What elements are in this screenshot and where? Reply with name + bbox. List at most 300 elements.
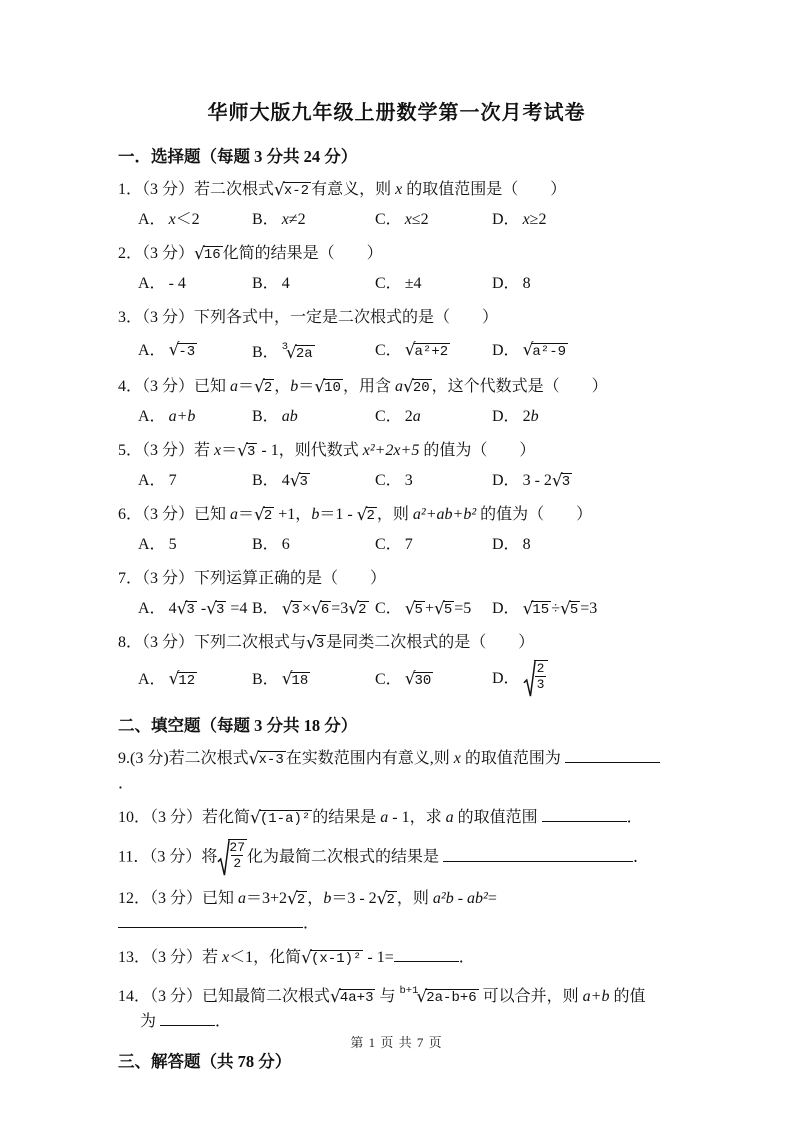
- radicand: 4a+3: [339, 990, 374, 1006]
- sqrt-radical: [177, 600, 197, 617]
- fraction: [229, 840, 245, 871]
- text-run: ，用含: [342, 378, 395, 395]
- sqrt-radical: [169, 671, 198, 688]
- text-run: 10．（3 分）若化简: [118, 809, 251, 826]
- radical-sign-icon: √: [206, 598, 217, 619]
- radical-sign-icon: √: [194, 243, 205, 264]
- denominator: 3: [536, 677, 545, 692]
- option-label: D．: [492, 275, 520, 292]
- answer-blank: [118, 912, 303, 928]
- option: [138, 271, 252, 296]
- numerator: 2: [536, 661, 545, 676]
- option: [252, 667, 375, 692]
- option: [492, 338, 675, 363]
- math-variable: x: [522, 211, 530, 228]
- option-label: A．: [138, 275, 166, 292]
- option-label: B．: [252, 344, 279, 361]
- sqrt-radical: [237, 442, 257, 459]
- radicand: 2: [263, 508, 273, 524]
- math-variable: b: [311, 506, 320, 523]
- options-row: [118, 468, 675, 493]
- option-label: B．: [252, 408, 279, 425]
- math-variable: b: [290, 378, 299, 395]
- radical-sign-icon: √: [306, 632, 317, 653]
- option-label: C．: [375, 211, 402, 228]
- section-heading: 三、解答题（共 78 分）: [118, 1052, 292, 1071]
- radicand: 15: [532, 602, 550, 618]
- text-run: 3: [404, 472, 413, 489]
- option: [375, 468, 492, 493]
- math-variable: x: [453, 750, 461, 767]
- radical-sign-icon: √: [416, 986, 428, 1007]
- text-run: ±4: [404, 275, 422, 292]
- option-label: B．: [252, 472, 279, 489]
- radicand: x-2: [283, 183, 310, 199]
- text-run: 5．（3 分）若: [118, 442, 215, 459]
- root-index: b+1: [399, 985, 419, 997]
- answer-blank: [565, 747, 660, 763]
- text-run: 8: [522, 536, 531, 553]
- option: [492, 271, 675, 296]
- radicand: 6: [320, 602, 330, 618]
- option-label: D．: [492, 472, 520, 489]
- radical-sign-icon: √: [248, 748, 260, 769]
- radicand: [534, 660, 549, 692]
- question-stem: [118, 438, 675, 463]
- text-run: 13．（3 分）若: [118, 949, 223, 966]
- radical-sign-icon: √: [281, 598, 293, 619]
- math-variable: a²b - ab²: [432, 890, 488, 907]
- text-run: ，: [307, 890, 324, 907]
- radical-sign-icon: √: [168, 669, 180, 689]
- denominator: 2: [233, 856, 242, 871]
- exam-content: [118, 143, 675, 1072]
- option: [492, 660, 675, 698]
- math-variable: x²+2x+5: [362, 442, 420, 459]
- text-run: 14．（3 分）已知最简二次根式: [118, 988, 331, 1005]
- radical-sign-icon: √: [281, 669, 293, 689]
- option: [138, 532, 252, 557]
- math-variable: x: [404, 211, 412, 228]
- option: [138, 207, 252, 232]
- text-run: 3．（3 分）下列各式中，一定是二次根式的是（ ）: [118, 309, 499, 326]
- text-run: - 1，求: [388, 809, 446, 826]
- question-stem: [118, 177, 675, 202]
- math-variable: b: [323, 890, 332, 907]
- option-label: D．: [492, 669, 520, 687]
- sqrt-radical: [357, 506, 377, 523]
- radical-sign-icon: √: [289, 470, 301, 491]
- radical-sign-icon: √: [301, 947, 312, 968]
- text-run: 2: [522, 408, 531, 425]
- math-variable: a: [412, 408, 421, 425]
- question: [118, 805, 675, 830]
- options-row: [118, 596, 675, 621]
- option-label: D．: [492, 341, 520, 359]
- text-run: ≥2: [529, 211, 547, 228]
- sqrt-radical: [254, 506, 274, 523]
- text-run: 化为最简二次根式的结果是: [247, 848, 444, 866]
- radical-sign-icon: √: [310, 598, 322, 619]
- sqrt-radical: [314, 378, 343, 395]
- text-run: ，: [274, 378, 291, 395]
- radical-sign-icon: √: [287, 888, 298, 909]
- text-run: 3 - 2: [522, 472, 552, 489]
- question: [118, 746, 675, 796]
- option: [492, 596, 675, 621]
- option: [492, 404, 675, 429]
- radicand: 16: [203, 247, 221, 263]
- sqrt-radical: [282, 600, 302, 617]
- page-title: 华师大版九年级上册数学第一次月考试卷: [207, 102, 586, 124]
- text-run: ＜2: [175, 211, 200, 228]
- text-run: ≤2: [411, 211, 429, 228]
- text-run: 的取值范围是（ ）: [402, 181, 567, 198]
- question-stem: [118, 945, 675, 970]
- answer-blank: [160, 1010, 215, 1026]
- option: [375, 404, 492, 429]
- radical-sign-icon: √: [348, 598, 360, 619]
- math-variable: x: [214, 442, 222, 459]
- text-run: =3: [580, 600, 598, 617]
- option-label: C．: [375, 341, 402, 359]
- math-variable: x: [168, 211, 176, 228]
- math-variable: x: [222, 949, 230, 966]
- text-run: ．: [118, 775, 135, 792]
- option-label: A．: [138, 408, 166, 425]
- text-run: 在实数范围内有意义,则: [285, 750, 454, 767]
- sqrt-radical: [523, 342, 568, 359]
- radicand: 3: [186, 602, 195, 618]
- radicand: 2: [296, 892, 306, 908]
- sqrt-radical: [552, 472, 572, 489]
- text-run: ×: [301, 600, 311, 617]
- math-variable: a: [230, 506, 239, 523]
- options-row: [118, 335, 675, 365]
- option: [375, 596, 492, 621]
- sqrt-radical: [254, 378, 274, 395]
- radicand: 3: [315, 636, 325, 652]
- question-stem: [118, 566, 675, 591]
- math-variable: a: [238, 890, 247, 907]
- question: [118, 839, 675, 877]
- sqrt-radical: [405, 600, 425, 617]
- sqrt-radical: [169, 342, 198, 359]
- option: [375, 207, 492, 232]
- sqrt-radical: [405, 342, 450, 359]
- option: [492, 207, 675, 232]
- text-run: =: [487, 890, 497, 907]
- math-variable: x: [281, 211, 289, 228]
- text-run: ＝: [298, 378, 315, 395]
- answer-blank: [443, 846, 633, 862]
- radicand: 3: [291, 602, 300, 618]
- root-index: 3: [281, 341, 288, 353]
- math-variable: b: [530, 408, 539, 425]
- question-stem: [118, 241, 675, 266]
- answer-blank: [394, 946, 459, 962]
- radicand: 3: [246, 444, 256, 460]
- sqrt-radical: [274, 181, 311, 198]
- text-run: 4: [281, 275, 290, 292]
- option: [138, 596, 252, 621]
- question: [118, 979, 675, 1034]
- text-run: ÷: [551, 600, 560, 617]
- sqrt-radical: [377, 890, 397, 907]
- text-run: 的结果是: [312, 809, 381, 826]
- radicand: 2: [366, 508, 375, 524]
- radicand: 5: [414, 602, 423, 618]
- math-variable: a+b: [168, 408, 196, 425]
- question-stem: [118, 805, 675, 830]
- radicand: -3: [178, 343, 196, 360]
- question: [118, 374, 675, 429]
- question: [118, 241, 675, 296]
- radicand: 12: [178, 672, 196, 689]
- sqrt-radical: [287, 890, 307, 907]
- radicand: 5: [569, 602, 579, 618]
- radicand: a²-9: [532, 343, 567, 360]
- sqrt-radical: [250, 809, 312, 826]
- text-run: 为: [140, 1013, 161, 1030]
- sqrt-radical: [282, 671, 311, 688]
- radicand: 18: [291, 672, 309, 689]
- option-label: C．: [375, 670, 402, 688]
- sqrt-fraction-radical: [523, 660, 549, 698]
- text-run: 的取值范围: [453, 809, 542, 826]
- sqrt-radical: [249, 750, 286, 767]
- text-run: =5: [454, 600, 472, 617]
- sqrt-radical: [348, 600, 368, 617]
- math-variable: a+b: [582, 988, 610, 1005]
- math-variable: a: [394, 378, 403, 395]
- text-run: 4: [168, 600, 177, 617]
- text-run: =4: [226, 600, 248, 617]
- question: [118, 630, 675, 698]
- question-stem: [118, 630, 675, 655]
- text-run: ，则: [396, 890, 433, 907]
- sqrt-radical: [523, 600, 552, 617]
- question-stem: [118, 886, 675, 936]
- radicand: a²+2: [414, 343, 449, 360]
- radicand: (1-a)²: [259, 811, 311, 827]
- text-run: 11．（3 分）将: [118, 848, 218, 866]
- option: [252, 532, 375, 557]
- option-label: C．: [375, 472, 402, 489]
- option: [375, 338, 492, 363]
- radical-sign-icon: √: [551, 470, 563, 491]
- sqrt-radical: [403, 378, 432, 395]
- text-run: 的值为（ ）: [476, 506, 593, 523]
- section-heading: 一．选择题（每题 3 分共 24 分）: [118, 147, 358, 166]
- option-label: D．: [492, 408, 520, 425]
- text-run: ＝3+2: [246, 890, 288, 907]
- sqrt-radical: [306, 634, 326, 651]
- option-label: B．: [252, 211, 279, 228]
- sqrt-fraction-radical: [217, 839, 247, 877]
- radicand: x-3: [258, 752, 284, 768]
- radical-sign-icon: √: [356, 504, 368, 525]
- text-run: - 1，则代数式: [257, 442, 363, 459]
- sqrt-radical: [330, 988, 375, 1005]
- text-run: 9.(3 分)若二次根式: [118, 750, 249, 767]
- question: [118, 438, 675, 493]
- question-stem: [118, 502, 675, 527]
- text-run: ＝: [238, 506, 255, 523]
- text-run: 8．（3 分）下列二次根式与: [118, 634, 307, 651]
- text-run: 4: [281, 472, 290, 489]
- option-label: A．: [138, 536, 166, 553]
- math-variable: ab: [281, 408, 298, 425]
- text-run: ＝: [238, 378, 255, 395]
- radicand: (x-1)²: [310, 951, 362, 967]
- text-run: 8: [522, 275, 531, 292]
- radicand: 2a: [295, 346, 313, 362]
- options-row: [118, 660, 675, 698]
- question-stem: [118, 746, 675, 796]
- option-label: A．: [138, 341, 166, 359]
- question-stem: [118, 839, 675, 877]
- question: [118, 177, 675, 232]
- answer-blank: [542, 806, 627, 822]
- options-row: [118, 271, 675, 296]
- radicand: 3: [299, 474, 308, 490]
- text-run: - 1=: [363, 949, 394, 966]
- text-run: 的值为（ ）: [419, 442, 536, 459]
- question: [118, 886, 675, 936]
- options-row: [118, 532, 675, 557]
- radical-sign-icon: √: [522, 598, 534, 619]
- option: [492, 468, 675, 493]
- text-run: 有意义，则: [311, 181, 396, 198]
- radicand: 30: [414, 672, 432, 689]
- text-run: ．: [215, 1013, 232, 1030]
- text-run: ＝3 - 2: [331, 890, 377, 907]
- question: [118, 566, 675, 621]
- sqrt-radical: [290, 472, 310, 489]
- text-run: ，这个代数式是（ ）: [431, 378, 608, 395]
- option: [138, 468, 252, 493]
- option-label: C．: [375, 536, 402, 553]
- radical-sign-icon: √: [250, 807, 261, 828]
- radicand: 3: [215, 602, 225, 618]
- text-run: 是同类二次根式的是（ ）: [326, 634, 535, 651]
- nth-root-radical: [281, 341, 315, 363]
- text-run: 的值: [609, 988, 646, 1005]
- option-label: B．: [252, 600, 279, 617]
- math-variable: a: [380, 809, 389, 826]
- text-run: 化简的结果是（ ）: [222, 245, 383, 262]
- question: [118, 305, 675, 365]
- option: [375, 271, 492, 296]
- option: [375, 532, 492, 557]
- text-run: ，则: [376, 506, 413, 523]
- radicand: 20: [412, 380, 430, 396]
- text-run: 可以合并，则: [478, 988, 583, 1005]
- text-run: 1．（3 分）若二次根式: [118, 181, 275, 198]
- text-run: ．: [458, 949, 475, 966]
- text-run: - 4: [168, 275, 186, 292]
- option-label: C．: [375, 600, 402, 617]
- radical-sign-icon: √: [404, 669, 416, 689]
- sqrt-radical: [194, 245, 223, 262]
- text-run: +1，: [274, 506, 312, 523]
- option-label: D．: [492, 600, 520, 617]
- text-run: ≠2: [288, 211, 306, 228]
- option: [252, 335, 375, 365]
- radical-sign-icon: √: [176, 598, 188, 619]
- radical-sign-icon: √: [402, 376, 414, 397]
- radicand: [228, 839, 247, 871]
- radical-sign-icon: √: [254, 376, 265, 397]
- option-label: B．: [252, 670, 279, 688]
- radical-sign-icon: √: [286, 342, 297, 363]
- math-variable: x: [395, 181, 403, 198]
- option-label: A．: [138, 472, 166, 489]
- option: [138, 338, 252, 363]
- option: [138, 404, 252, 429]
- question-stem: [118, 979, 675, 1034]
- options-row: [118, 207, 675, 232]
- sqrt-radical: [434, 600, 454, 617]
- math-variable: a: [230, 378, 239, 395]
- text-run: ．: [633, 848, 650, 866]
- option-label: D．: [492, 536, 520, 553]
- radical-sign-icon: √: [433, 598, 445, 619]
- text-run: ＝: [221, 442, 238, 459]
- option-label: C．: [375, 275, 402, 292]
- radicand: 2: [263, 380, 273, 396]
- radical-sign-icon: √: [522, 340, 534, 360]
- radical-sign-icon: √: [376, 888, 388, 909]
- text-run: 2．（3 分）: [118, 245, 195, 262]
- text-run: 的取值范围为: [460, 750, 565, 767]
- sqrt-radical: [206, 600, 226, 617]
- text-run: 与: [375, 988, 400, 1005]
- math-variable: a: [445, 809, 454, 826]
- text-run: ．: [626, 809, 643, 826]
- sqrt-radical: [301, 949, 363, 966]
- option-label: B．: [252, 536, 279, 553]
- radicand: 2a-b+6: [426, 990, 477, 1006]
- radical-sign-icon: √: [237, 440, 248, 461]
- text-run: 6: [281, 536, 290, 553]
- option: [252, 207, 375, 232]
- text-run: 7: [404, 536, 413, 553]
- option: [252, 404, 375, 429]
- radical-sign-icon: √: [404, 340, 416, 360]
- text-run: 12．（3 分）已知: [118, 890, 239, 907]
- options-row: [118, 404, 675, 429]
- sqrt-radical: [560, 600, 580, 617]
- text-run: ＝1 -: [319, 506, 357, 523]
- radical-sign-icon: √: [404, 598, 416, 619]
- text-run: =3: [331, 600, 349, 617]
- text-run: 5: [168, 536, 177, 553]
- question: [118, 945, 675, 970]
- text-run: 7．（3 分）下列运算正确的是（ ）: [118, 570, 387, 587]
- option-label: A．: [138, 211, 166, 228]
- text-run: 6．（3 分）已知: [118, 506, 231, 523]
- sqrt-radical: [311, 600, 331, 617]
- radical-sign-icon: √: [330, 986, 341, 1007]
- text-run: ．: [303, 915, 320, 932]
- option-label: C．: [375, 408, 402, 425]
- radicand: 5: [443, 602, 453, 618]
- radical-sign-icon: √: [560, 598, 571, 619]
- text-run: 4．（3 分）已知: [118, 378, 231, 395]
- radical-sign-icon: √: [168, 340, 180, 360]
